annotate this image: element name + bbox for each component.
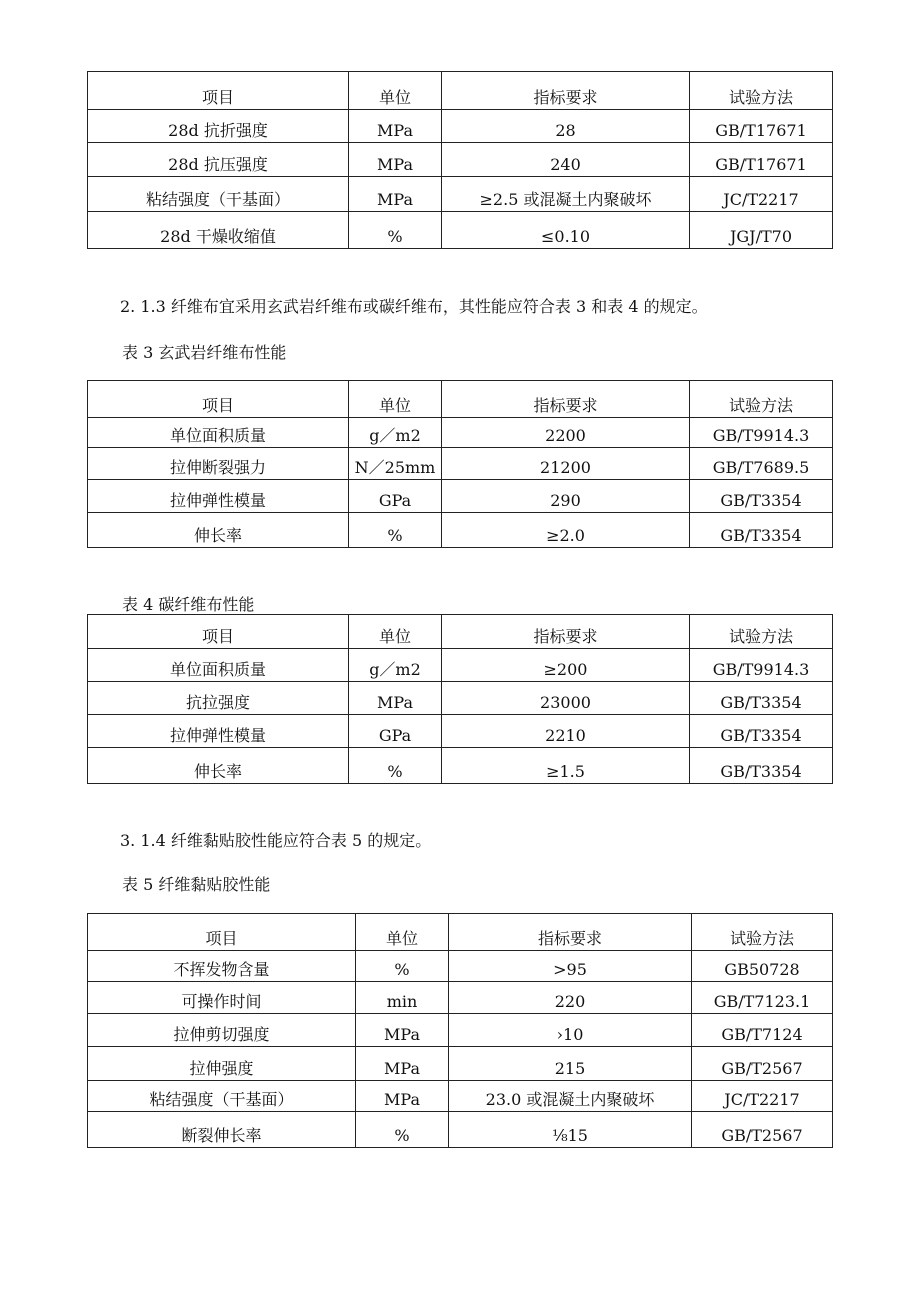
- table-header-row: [88, 72, 833, 110]
- table-cell: ≥1.5: [442, 748, 690, 784]
- table-cell: 2210: [442, 715, 690, 748]
- table-cell: ≥2.0: [442, 513, 690, 548]
- table-cell: %: [349, 212, 442, 249]
- table-header-row: [88, 914, 833, 951]
- table-cell: 拉伸弹性模量: [88, 715, 349, 748]
- header-cell: 单位: [349, 72, 442, 110]
- table-cell: 23000: [442, 682, 690, 715]
- table-cell: 抗拉强度: [88, 682, 349, 715]
- table-row: [88, 177, 833, 212]
- header-cell: 项目: [88, 914, 356, 951]
- table-cell: GB/T3354: [690, 715, 833, 748]
- table-row: [88, 1014, 833, 1047]
- header-cell: 项目: [88, 615, 349, 649]
- table-cell: 2200: [442, 418, 690, 448]
- table-cell: GB/T9914.3: [690, 649, 833, 682]
- table-cell: %: [349, 748, 442, 784]
- table-cell: 220: [449, 982, 692, 1014]
- header-cell: 试验方法: [692, 914, 833, 951]
- table-cell: 单位面积质量: [88, 649, 349, 682]
- table-cell: JC/T2217: [690, 177, 833, 212]
- table-header-row: [88, 381, 833, 418]
- table-row: [88, 212, 833, 249]
- table-cell: MPa: [349, 177, 442, 212]
- table-cell: ⅛15: [449, 1112, 692, 1148]
- table-cell: GPa: [349, 480, 442, 513]
- paragraph-fiber-cloth: 2. 1.3 纤维布宜采用玄武岩纤维布或碳纤维布，其性能应符合表 3 和表 4 的规定。: [120, 297, 708, 316]
- table-cell: 28d 抗压强度: [88, 143, 349, 177]
- table-cell: >95: [449, 951, 692, 982]
- table-row: [88, 748, 833, 784]
- table-cell: GB/T3354: [690, 682, 833, 715]
- table-cell: 单位面积质量: [88, 418, 349, 448]
- header-cell: 指标要求: [449, 914, 692, 951]
- carbon-fiber-table: [87, 614, 833, 784]
- header-cell: 指标要求: [442, 615, 690, 649]
- table-row: [88, 682, 833, 715]
- caption-table-5: 表 5 纤维黏贴胶性能: [122, 875, 271, 894]
- table-row: [88, 951, 833, 982]
- table-row: [88, 982, 833, 1014]
- table-row: [88, 110, 833, 143]
- table-cell: %: [356, 1112, 449, 1148]
- table-cell: 28: [442, 110, 690, 143]
- table-cell: GB/T3354: [690, 480, 833, 513]
- table-cell: N／25mm: [349, 448, 442, 480]
- table-cell: ≥200: [442, 649, 690, 682]
- table-cell: 伸长率: [88, 513, 349, 548]
- table-cell: 拉伸弹性模量: [88, 480, 349, 513]
- table-cell: 可操作时间: [88, 982, 356, 1014]
- table-cell: 粘结强度（干基面）: [88, 177, 349, 212]
- table-cell: 拉伸强度: [88, 1047, 356, 1081]
- header-cell: 单位: [356, 914, 449, 951]
- table-cell: 21200: [442, 448, 690, 480]
- table-cell: 28d 抗折强度: [88, 110, 349, 143]
- basalt-fiber-table: [87, 380, 833, 548]
- table-row: [88, 649, 833, 682]
- caption-table-4: 表 4 碳纤维布性能: [122, 595, 255, 614]
- table-cell: JC/T2217: [692, 1081, 833, 1112]
- table-cell: GB/T2567: [692, 1112, 833, 1148]
- table-cell: 290: [442, 480, 690, 513]
- table-cell: 215: [449, 1047, 692, 1081]
- table-cell: MPa: [349, 110, 442, 143]
- paragraph-adhesive: 3. 1.4 纤维黏贴胶性能应符合表 5 的规定。: [120, 831, 432, 850]
- table-cell: GB/T7689.5: [690, 448, 833, 480]
- table-cell: 23.0 或混凝土内聚破坏: [449, 1081, 692, 1112]
- table-cell: 拉伸剪切强度: [88, 1014, 356, 1047]
- header-cell: 单位: [349, 381, 442, 418]
- table-cell: MPa: [349, 143, 442, 177]
- header-cell: 指标要求: [442, 381, 690, 418]
- table-header-row: [88, 615, 833, 649]
- table-row: [88, 480, 833, 513]
- table-cell: GB/T17671: [690, 110, 833, 143]
- header-cell: 试验方法: [690, 72, 833, 110]
- header-cell: 项目: [88, 381, 349, 418]
- table-cell: MPa: [356, 1081, 449, 1112]
- table-cell: 拉伸断裂强力: [88, 448, 349, 480]
- table-cell: GB50728: [692, 951, 833, 982]
- table-cell: ≥2.5 或混凝土内聚破坏: [442, 177, 690, 212]
- adhesive-table: [87, 913, 833, 1148]
- table-cell: ≤0.10: [442, 212, 690, 249]
- table-row: [88, 143, 833, 177]
- header-cell: 项目: [88, 72, 349, 110]
- table-cell: 断裂伸长率: [88, 1112, 356, 1148]
- table-cell: JGJ/T70: [690, 212, 833, 249]
- table-cell: GB/T17671: [690, 143, 833, 177]
- table-cell: GB/T7123.1: [692, 982, 833, 1014]
- table-row: [88, 448, 833, 480]
- table-row: [88, 715, 833, 748]
- table-cell: GB/T3354: [690, 513, 833, 548]
- table-row: [88, 513, 833, 548]
- header-cell: 单位: [349, 615, 442, 649]
- table-cell: g／m2: [349, 418, 442, 448]
- table-row: [88, 1047, 833, 1081]
- table-cell: g／m2: [349, 649, 442, 682]
- table-row: [88, 1112, 833, 1148]
- table-cell: 粘结强度（干基面）: [88, 1081, 356, 1112]
- table-cell: GB/T2567: [692, 1047, 833, 1081]
- header-cell: 试验方法: [690, 615, 833, 649]
- table-row: [88, 418, 833, 448]
- table-cell: GB/T9914.3: [690, 418, 833, 448]
- table-cell: MPa: [356, 1014, 449, 1047]
- table-cell: GPa: [349, 715, 442, 748]
- table-cell: 28d 干燥收缩值: [88, 212, 349, 249]
- table-cell: 不挥发物含量: [88, 951, 356, 982]
- table-cell: MPa: [349, 682, 442, 715]
- table-cell: min: [356, 982, 449, 1014]
- table-cell: ›10: [449, 1014, 692, 1047]
- header-cell: 试验方法: [690, 381, 833, 418]
- header-cell: 指标要求: [442, 72, 690, 110]
- table-cell: GB/T3354: [690, 748, 833, 784]
- table-row: [88, 1081, 833, 1112]
- performance-table-1: [87, 71, 833, 249]
- table-cell: 240: [442, 143, 690, 177]
- table-cell: 伸长率: [88, 748, 349, 784]
- table-cell: MPa: [356, 1047, 449, 1081]
- table-cell: %: [356, 951, 449, 982]
- table-cell: %: [349, 513, 442, 548]
- table-cell: GB/T7124: [692, 1014, 833, 1047]
- caption-table-3: 表 3 玄武岩纤维布性能: [122, 343, 287, 362]
